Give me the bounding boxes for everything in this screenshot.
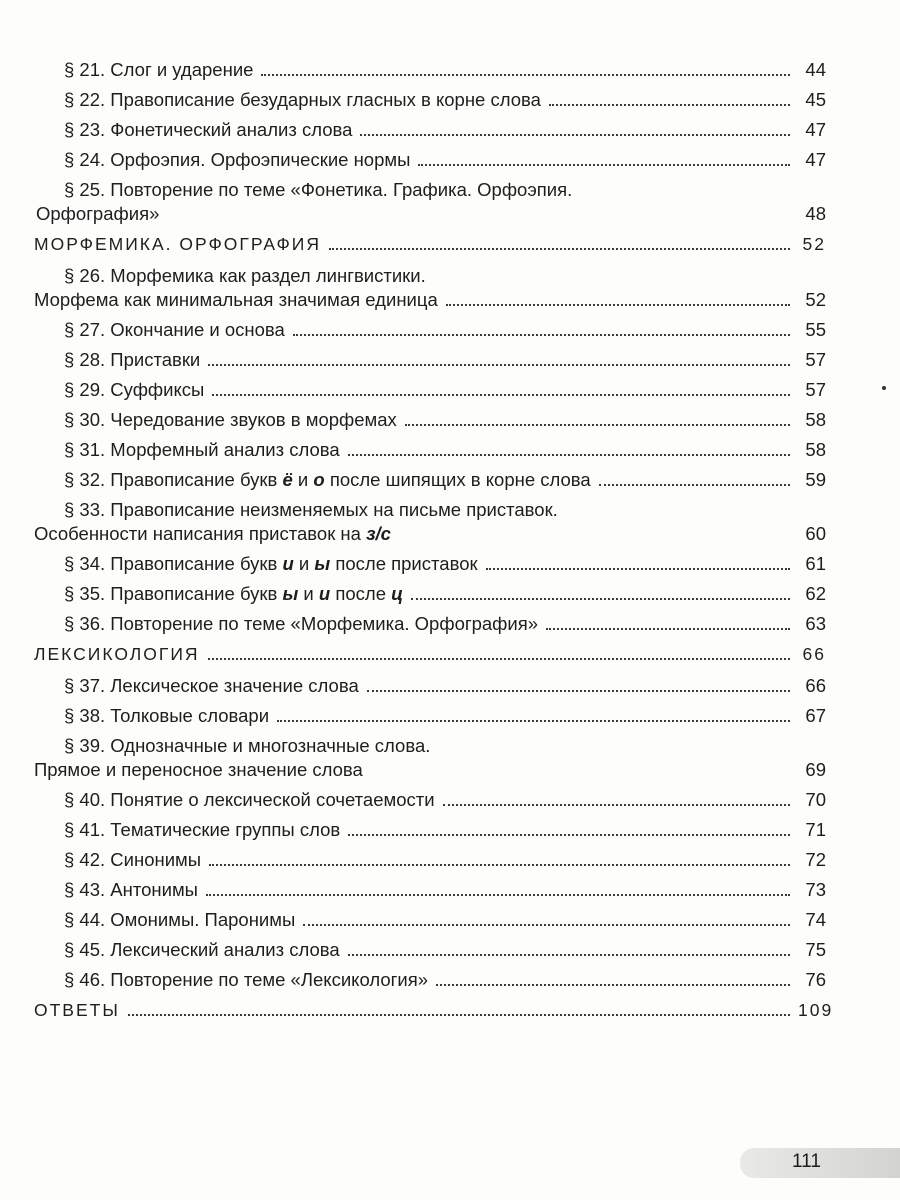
- dot-leader: [486, 567, 790, 570]
- toc-entry-title: § 37. Лексическое значение слова: [64, 675, 359, 696]
- toc-entry[interactable]: [34, 788, 826, 812]
- toc-entry-title-line2: Прямое и переносное значение слова: [34, 759, 363, 780]
- toc-entry[interactable]: [34, 408, 826, 432]
- toc-entry-title-line1: § 26. Морфемика как раздел лингвистики.: [64, 265, 426, 286]
- section-title: ОТВЕТЫ: [34, 1000, 120, 1020]
- dot-leader: [293, 333, 790, 336]
- toc-entry-page: 58: [805, 409, 826, 430]
- toc-section-heading[interactable]: [34, 998, 834, 1022]
- toc-entry[interactable]: [34, 848, 826, 872]
- dot-leader: [208, 657, 790, 660]
- toc-entry-page: 57: [805, 379, 826, 400]
- dot-leader: [546, 627, 790, 630]
- toc-entry-title-line2: Орфография»: [36, 203, 160, 224]
- toc-entry-title: § 31. Морфемный анализ слова: [64, 439, 340, 460]
- toc-entry-page: 73: [805, 879, 826, 900]
- dot-leader: [212, 393, 790, 396]
- toc-entry-page: 48: [805, 203, 826, 224]
- toc-entry-title-line2: Особенности написания приставок на з/с: [34, 523, 391, 544]
- scan-speck: [882, 386, 886, 390]
- dot-leader: [599, 483, 790, 486]
- dot-leader: [436, 983, 790, 986]
- toc-entry-page: 55: [805, 319, 826, 340]
- toc-entry-page: 70: [805, 789, 826, 810]
- toc-entry[interactable]: [34, 552, 826, 576]
- toc-entry-title: § 35. Правописание букв ы и и после ц: [64, 583, 404, 604]
- dot-leader: [348, 953, 790, 956]
- toc-entry-title: § 41. Тематические группы слов: [64, 819, 341, 840]
- toc-entry-page: 59: [805, 469, 826, 490]
- toc-entry[interactable]: [34, 498, 826, 546]
- toc-entry-title: § 34. Правописание букв и и ы после приставок: [64, 553, 478, 574]
- toc-entry[interactable]: [34, 968, 826, 992]
- dot-leader: [329, 247, 790, 250]
- toc-entry-page: 76: [805, 969, 826, 990]
- dot-leader: [261, 73, 790, 76]
- toc-entry-title: § 32. Правописание букв ё и о после шипящих в корне слова: [64, 469, 591, 490]
- toc-entry[interactable]: [34, 704, 826, 728]
- toc-entry-title: § 21. Слог и ударение: [64, 59, 254, 80]
- toc-entry[interactable]: [34, 878, 826, 902]
- toc-entry-page: 66: [805, 675, 826, 696]
- toc-entry-page: 47: [805, 119, 826, 140]
- toc-entry[interactable]: [34, 58, 826, 82]
- toc-entry-title: § 24. Орфоэпия. Орфоэпические нормы: [64, 149, 411, 170]
- section-title: МОРФЕМИКА. ОРФОГРАФИЯ: [34, 234, 321, 254]
- toc-entry-title: § 29. Суффиксы: [64, 379, 205, 400]
- toc-entry[interactable]: [34, 148, 826, 172]
- toc-entry-page: 72: [805, 849, 826, 870]
- toc-section-heading[interactable]: [34, 642, 826, 666]
- dot-leader: [443, 803, 790, 806]
- section-title: ЛЕКСИКОЛОГИЯ: [34, 644, 200, 664]
- toc-entry-title: § 45. Лексический анализ слова: [64, 939, 340, 960]
- toc-entry[interactable]: [34, 378, 826, 402]
- toc-entry[interactable]: [34, 468, 826, 492]
- toc-entry-page: 47: [805, 149, 826, 170]
- toc-entry-title: § 22. Правописание безударных гласных в корне слова: [64, 89, 541, 110]
- toc-entry[interactable]: [34, 178, 826, 226]
- toc-entry-title: § 36. Повторение по теме «Морфемика. Орфография»: [64, 613, 539, 634]
- dot-leader: [411, 597, 790, 600]
- toc-entry-title: § 43. Антонимы: [64, 879, 198, 900]
- page-number: 111: [792, 1151, 821, 1172]
- toc-entry-title: § 28. Приставки: [64, 349, 201, 370]
- toc-entry[interactable]: [34, 318, 826, 342]
- dot-leader: [360, 133, 790, 136]
- dot-leader: [167, 217, 790, 220]
- toc-entry[interactable]: [34, 938, 826, 962]
- dot-leader: [399, 537, 790, 540]
- toc-entry-page: 74: [805, 909, 826, 930]
- toc-entry-page: 69: [805, 759, 826, 780]
- toc-entry[interactable]: [34, 818, 826, 842]
- toc-entry[interactable]: [34, 908, 826, 932]
- toc-entry[interactable]: [34, 582, 826, 606]
- dot-leader: [209, 863, 790, 866]
- dot-leader: [206, 893, 790, 896]
- toc-entry-page: 66: [802, 644, 826, 664]
- toc-entry[interactable]: [34, 88, 826, 112]
- dot-leader: [405, 423, 790, 426]
- dot-leader: [348, 453, 790, 456]
- toc-entry-title: § 46. Повторение по теме «Лексикология»: [64, 969, 429, 990]
- toc-entry-page: 109: [798, 1000, 834, 1020]
- toc-entry-page: 67: [805, 705, 826, 726]
- dot-leader: [303, 923, 790, 926]
- toc-entry[interactable]: [34, 612, 826, 636]
- toc-entry[interactable]: [34, 674, 826, 698]
- toc-entry-title: § 38. Толковые словари: [64, 705, 270, 726]
- dot-leader: [367, 689, 790, 692]
- dot-leader: [418, 163, 790, 166]
- page-number-tab: [740, 1148, 900, 1178]
- toc-entry-page: 44: [805, 59, 826, 80]
- toc-entry-title: § 40. Понятие о лексической сочетаемости: [64, 789, 435, 810]
- dot-leader: [208, 363, 790, 366]
- toc-entry-title: § 30. Чередование звуков в морфемах: [64, 409, 397, 430]
- toc-entry[interactable]: [34, 438, 826, 462]
- toc-entry-page: 60: [805, 523, 826, 544]
- toc-entry-page: 71: [805, 819, 826, 840]
- toc-entry-title-line1: § 25. Повторение по теме «Фонетика. Графика. Орфоэпия.: [64, 179, 573, 200]
- toc-entry[interactable]: [34, 264, 826, 312]
- toc-entry-page: 63: [805, 613, 826, 634]
- toc-entry-title-line2: Морфема как минимальная значимая единица: [34, 289, 438, 310]
- dot-leader: [549, 103, 790, 106]
- toc-entry-page: 57: [805, 349, 826, 370]
- toc-entry[interactable]: [34, 734, 826, 782]
- toc-entry-title: § 42. Синонимы: [64, 849, 202, 870]
- toc-entry-page: 52: [805, 289, 826, 310]
- dot-leader: [348, 833, 790, 836]
- toc-entry-page: 52: [802, 234, 826, 254]
- toc-entry-title: § 23. Фонетический анализ слова: [64, 119, 353, 140]
- toc-entry-title: § 27. Окончание и основа: [64, 319, 285, 340]
- dot-leader: [277, 719, 790, 722]
- toc-entry-title-line1: § 33. Правописание неизменяемых на письме приставок.: [64, 499, 558, 520]
- toc-entry-title-line1: § 39. Однозначные и многозначные слова.: [64, 735, 431, 756]
- toc-entry[interactable]: [34, 118, 826, 142]
- toc-entry-page: 62: [805, 583, 826, 604]
- toc-section-heading[interactable]: [34, 232, 826, 256]
- toc-entry-page: 61: [805, 553, 826, 574]
- dot-leader: [446, 303, 790, 306]
- dot-leader: [128, 1013, 790, 1016]
- toc-entry-page: 45: [805, 89, 826, 110]
- table-of-contents: [34, 58, 834, 1030]
- toc-entry[interactable]: [34, 348, 826, 372]
- toc-entry-title: § 44. Омонимы. Паронимы: [64, 909, 296, 930]
- dot-leader: [371, 773, 790, 776]
- toc-entry-page: 75: [805, 939, 826, 960]
- toc-entry-page: 58: [805, 439, 826, 460]
